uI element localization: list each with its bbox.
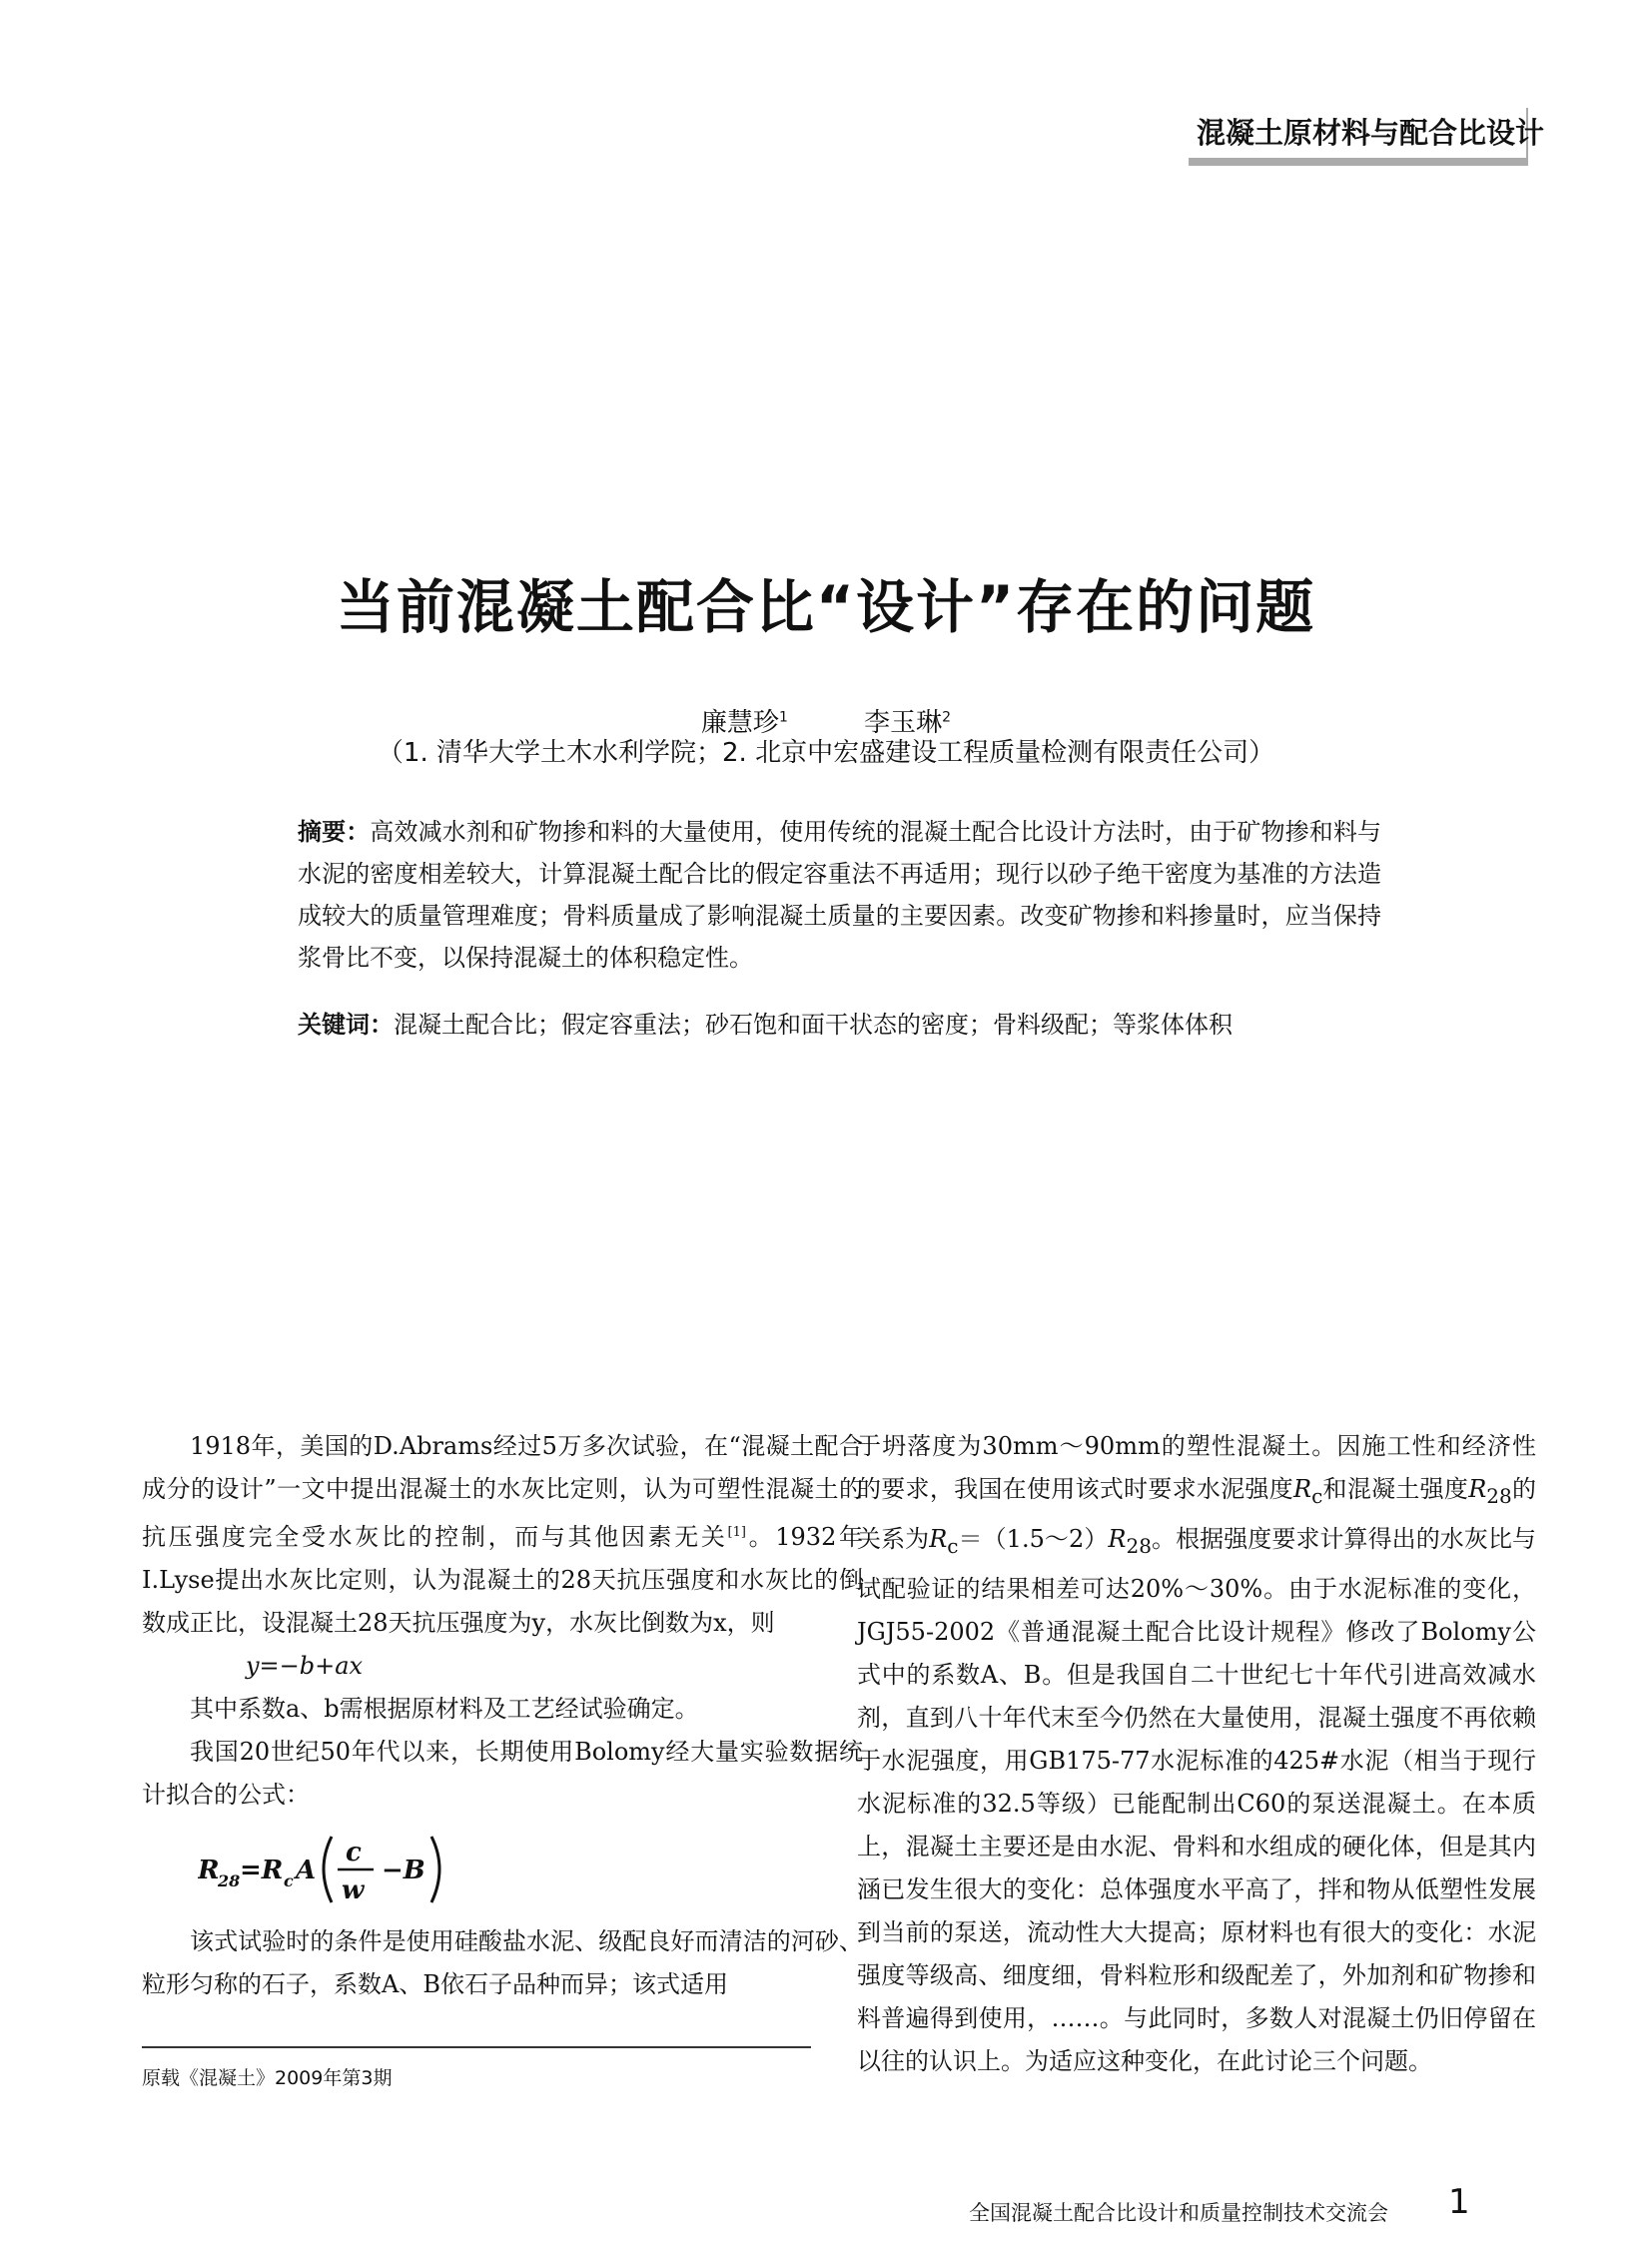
section-header-text: 混凝土原材料与配合比设计 — [1189, 108, 1526, 158]
formula-lyse: y=−b+ax — [246, 1652, 364, 1680]
body-column-left — [142, 1425, 863, 2006]
paragraph: 1918年，美国的D.Abrams经过5万多次试验，在“混凝土配合成分的设计”一文中提出混凝土的水灰比定则，认为可塑性混凝土的抗压强度完全受水灰比的控制，而与其他因素无关[1]。1932年I.Lyse提出水灰比定则，认为混凝土的28天抗压强度和水灰比的倒数成正比，设混凝土28天抗压强度为y，水灰比倒数为x，则 — [142, 1432, 864, 1637]
formula-a: A — [296, 1856, 317, 1885]
body-column-right — [857, 1425, 1536, 2083]
keywords-label: 关键词： — [298, 1011, 394, 1039]
footer-conference: 全国混凝土配合比设计和质量控制技术交流会 — [969, 2201, 1388, 2225]
section-header-tag — [1189, 108, 1545, 166]
keywords — [298, 1004, 1381, 1046]
affiliation: （1. 清华大学土木水利学院；2. 北京中宏盛建设工程质量检测有限责任公司） — [377, 738, 1275, 768]
author-2: 李玉琳$^2$ — [864, 707, 952, 738]
formula-bolomy — [198, 1823, 863, 1914]
paragraph: 于坍落度为30mm～90mm的塑性混凝土。因施工性和经济性的要求，我国在使用该式时要求水泥强度$R_c$和混凝土强度$R_{28}$的关系为$R_c=(1.5\sim 2)R_{28}$。根据强度要求计算得出的水灰比与试配验证的结果相差可达20%～30%。由于水泥标准的变化，JGJ55-2002《普通混凝土配合比设计规程》修改了Bolomy公式中的系数A、B。但是我国自二十世纪七十年代引进高效减水剂，直到八十年代末至今仍然在大量使用，混凝土强度不再依赖于水泥强度，用GB175-77水泥标准的425#水泥（相当于现行水泥标准的32.5等级）已能配制出C60的泵送混凝土。在本质上，混凝土主要还是由水泥、骨料和水组成的硬化体，但是其内涵已发生很大的变化：总体强度水平高了，拌和物从低塑性发展到当前的泵送，流动性大大提高；原材料也有很大的变化：水泥强度等级高、细度细，骨料粒形和级配差了，外加剂和矿物掺和料普遍得到使用，……。与此同时，多数人对混凝土仍旧停留在以往的认识上。为适应这种变化，在此讨论三个问题。 — [857, 1432, 1537, 2075]
footnote-divider — [142, 2046, 811, 2048]
author-1: 廉慧珍$^1$ — [700, 707, 788, 738]
formula-denominator: w — [342, 1875, 365, 1905]
abstract-label: 摘要： — [298, 818, 371, 846]
keywords-text: 混凝土配合比；假定容重法；砂石饱和面干状态的密度；骨料级配；等浆体体积 — [394, 1011, 1233, 1039]
formula-r: R — [198, 1856, 220, 1885]
citation-ref: [1] — [727, 1525, 746, 1540]
formula-left-paren — [324, 1837, 332, 1902]
formula-numerator: c — [346, 1838, 362, 1868]
abstract-text: 高效减水剂和矿物掺和料的大量使用，使用传统的混凝土配合比设计方法时，由于矿物掺和料与水泥的密度相差较大，计算混凝土配合比的假定容重法不再适用；现行以砂子绝干密度为基准的方法造成较大的质量管理难度；骨料质量成了影响混凝土质量的主要因素。改变矿物掺和料掺量时，应当保持浆骨比不变，以保持混凝土的体积稳定性。 — [298, 818, 1381, 972]
formula-bolomy-graphic — [198, 1823, 517, 1914]
paragraph: 其中系数a、b需根据原材料及工艺经试验确定。 — [190, 1695, 699, 1723]
formula-right-paren — [431, 1837, 439, 1902]
page-number: 1 — [1448, 2182, 1470, 2222]
formula-eq-r: =R — [240, 1856, 284, 1885]
abstract — [298, 811, 1381, 979]
formula-rc-sub: c — [284, 1871, 294, 1890]
paper-title: 当前混凝土配合比“设计”存在的问题 — [336, 573, 1316, 641]
footnote: 原载《混凝土》2009年第3期 — [142, 2067, 393, 2089]
paragraph: 我国20世纪50年代以来，长期使用Bolomy经大量实验数据统计拟合的公式： — [142, 1738, 863, 1809]
formula-r-sub: 28 — [218, 1871, 241, 1890]
paragraph: 该式试验时的条件是使用硅酸盐水泥、级配良好而清洁的河砂、粒形匀称的石子，系数A、B依石子品种而异；该式适用 — [142, 1927, 863, 1998]
formula-minus-b: −B — [382, 1856, 425, 1885]
